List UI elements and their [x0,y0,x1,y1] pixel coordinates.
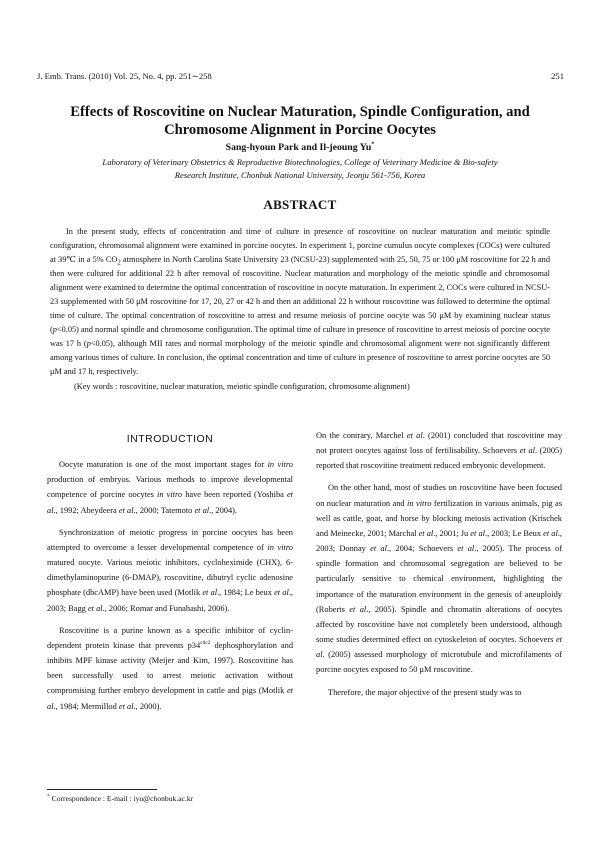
intro-paragraph-3: Roscovitine is a purine known as a specific inhibitor of cyclin-dependent protein kinase that prevents $p34^{cdc2}$ dephosphorylation and inhibits MPF kinase activity (Meijer and Kim, 1997). Roscovitine has been successfully used to arrest meiotic activation without compromising further embryo development in cattle and pigs (Motlik et al., 1984; Mermillod et al., 2000). [47,625,294,711]
footnote-text: Correspondence : E-mail : iyu@chonbuk.ac.kr [49,794,194,803]
keywords: (Key words : roscovitine, nuclear maturation, meiotic spindle configuration, chromosome alignment) [74,381,410,391]
affiliation-line-1: Laboratory of Veterinary Obstetrics & Reproductive Biotechnologies, College of Veterinary Medicine & Bio-safety [102,157,498,167]
corresponding-mark: * [371,141,375,148]
footnote-mark: * [47,793,50,800]
intro-paragraph-5: Therefore, the major objective of the present study was to [328,687,522,697]
left-column [47,432,293,721]
paper-title [30,103,570,139]
intro-paragraph-1: Oocyte maturation is one of the most important stages for in vitro production of embryos. Various methods to improve developmental competence of porcine oocytes in vitro have been reported (Yoshiba et al., 1992; Abeydeera et al., 2000; Tatemoto et al., 2004). [47,460,293,515]
abstract-body [50,225,550,394]
title-line-1: Effects of Roscovitine on Nuclear Maturation, Spindle Configuration, and [70,104,530,120]
author-list [0,142,600,153]
page-number: 251 [551,71,564,81]
intro-paragraph-2: Synchronization of meiotic progress in porcine oocytes has been attempted to overcome a lesser developmental competence of in vitro matured oocyte. Various meiotic inhibitors, cycloheximide (CHX), 6-dimethylaminopurine (6-DMAP), roscovitine, dibutryl cyclic adenosine phosphate (dbcAMP) have been used (Motlik et al., 1984; Le beux et al., 2003; Bagg et al., 2006; Romar and Funahashi, 2006). [47,527,294,613]
affiliation [60,156,540,181]
abstract-text-4: <0.05), although MII rates and normal morphology of the meiotic spindle and chromosomal alignment were not significantly different among various times of culture. In conclusion, the optimal concentration and time of culture in presence of roscovitine to arrest porcine oocytes are 50 μM and 17 h, respectively. [50,339,550,377]
abstract-heading: ABSTRACT [263,197,337,212]
affiliation-line-2: Research Institute, Chonbuk National University, Jeonju 561-756, Korea [174,169,426,180]
intro-paragraph-4: On the other hand, most of studies on roscovitine have been focused on nuclear maturation and in vitro fertilization in various animals, pig as well as cattle, goat, and horse by blocking meiosis activation (Krischek and Meinecke, 2001; Marchal et al., 2001; Ju et al., 2003; Le Beux et al., 2003; Donnay et al., 2004; Schoevers et al., 2005). The process of spindle formation and chromosomal segregation are believed to be particularly sensitive to chemical environment, highlighting the importance of the maturation environment in the genesis of aneuploidy (Roberts et al., 2005). Spindle and chromatin alterations of oocytes affected by roscovitine have not completely been understood, although some studies determined effect on cytoskeleton of oocytes. Schoevers et al. (2005) assessed morphology of microtubule and microfilaments of porcine oocytes exposed to 50 μM roscovitine. [316,483,563,675]
co2-subscript: 2 [117,259,121,267]
footnote-rule [47,789,157,790]
abstract-text-2: atmosphere in North Carolina State University 23 (NCSU-23) supplemented with 25, 50, 75 or 100 μM roscovitine for 22 h and then were cultured for additional 22 h after removal of roscovitine. Nuclear maturation and morphology of the meiotic spindle and chromosomal alignment were examined to determine the optimal concentration of roscovitine in oocyte maturation. In experiment 2, COCs were cultured in NCSU-23 supplemented with 50 μM roscovitine for 17, 20, 27 or 42 h and then an additional 22 h without roscovitine was followed to determine the optimal time of culture. The optimal concentration of roscovitine to arrest and resume meiosis of porcine oocyte was 50 μM by examining nuclear status ( [50,255,550,335]
abstract-text-3: <0.05) and normal spindle and chromosome configuration. The optimal time of culture in presence of roscovitine to arrest meiosis of porcine oocyte was 17 h ( [50,325,550,349]
journal-citation: J. Emb. Trans. (2010) Vol. 25, No. 4, pp. 251∼258 [37,71,212,81]
p-value-italic: p [52,325,57,335]
right-column [316,428,562,707]
introduction-heading: INTRODUCTION [126,433,214,445]
p-value-italic: p [86,339,91,349]
authors-text: Sang-hyoun Park and Il-jeoung Yu [225,142,372,153]
running-header [37,71,564,82]
abstract-text-1: In the present study, effects of concentration and time of culture in presence of roscovitine on nuclear maturation and meiotic spindle configuration, chromosomal alignment were examined in porcine oocytes. In experiment 1, porcine cumulus oocyte complexes (COCs) were cultured at 39℃ in a 5% CO [50,227,550,265]
abstract-paragraph [50,225,550,380]
title-line-2: Chromosome Alignment in Porcine Oocytes [164,122,436,138]
correspondence-footnote [47,794,193,803]
intro-paragraph-3-continued: On the contrary, Marchel et al. (2001) concluded that roscovitine may not protect oocytes against loss of fertilisability. Schoevers et al. (2005) reported that roscovitine treatment reduced embryonic development. [316,431,563,471]
